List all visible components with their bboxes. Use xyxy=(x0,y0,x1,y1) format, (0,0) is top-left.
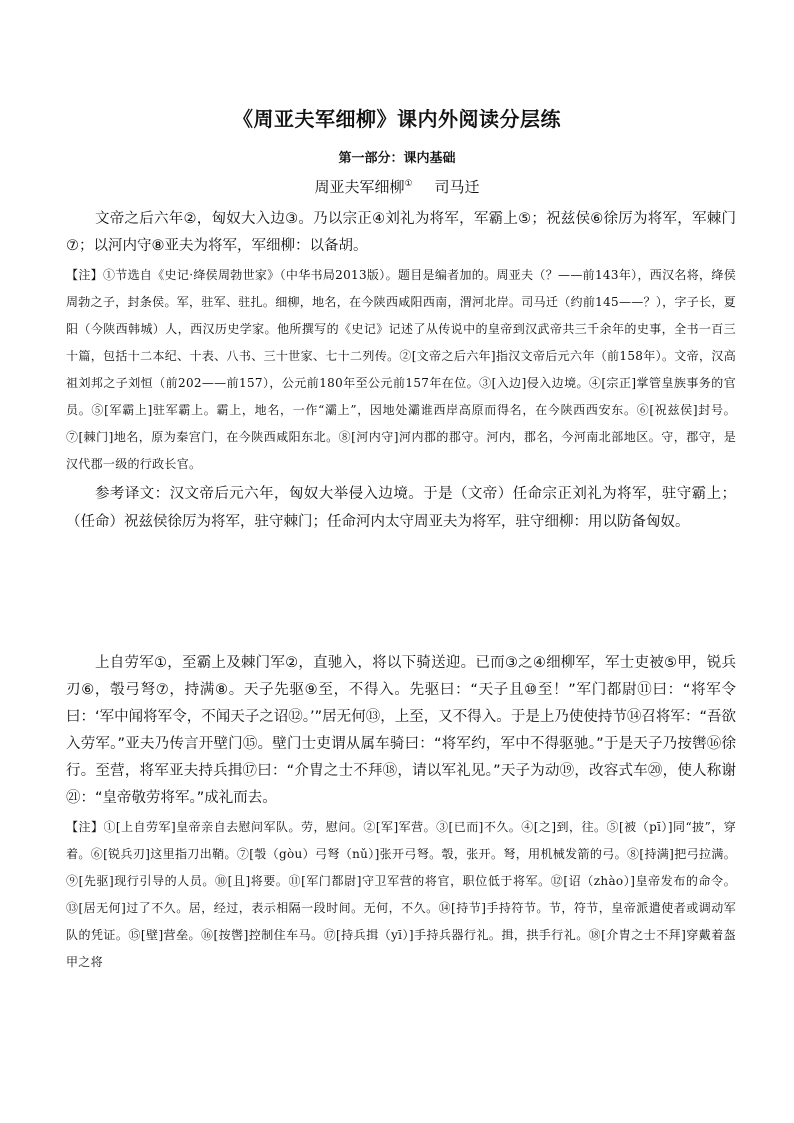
document-title: 《周亚夫军细柳》课内外阅读分层练 xyxy=(233,107,561,131)
section-one-notes: 【注】①节选自《史记·绛侯周勃世家》（中华书局2013版）。题目是编者加的。周亚夫（？——前143年），西汉名将，绛侯周勃之子，封条侯。军，驻军、驻扎。细柳，地名，在今陕西咸阳西南，渭河北岸。司马迁（约前145——？），字子长，夏阳（今陕西韩城）人，西汉历史学家。他所撰写的《史记》记述了从传说中的皇帝到汉武帝共三千余年的史事，全书一百三十篇，包括十二本纪、十表、八书、三十世家、七十二列传。②[文帝之后六年]指汉文帝后元六年（前158年）。文帝，汉高祖刘邦之子刘恒（前202——前157），公元前180年至公元前157年在位。③[入边]侵入边境。④[宗正]掌管皇族事务的官员。⑤[军霸上]驻军霸上。霸上，地名，一作“灞上”，因地处灞谁西岸高原而得名，在今陕西西安东。⑥[祝兹侯]封号。⑦[棘门]地名，原为秦宫门，在今陕西咸阳东北。⑧[河内守]河内郡的郡守。河内，郡名，今河南北部地区。守，郡守，是汉代郡一级的行政长官。 xyxy=(66,268,736,471)
part-heading: 第一部分：课内基础 xyxy=(338,151,456,166)
text-title-note-mark: ① xyxy=(404,179,413,189)
section-two-paragraph: 上自劳军①，至霸上及棘门军②，直驰入，将以下骑送迎。已而③之④细柳军，军士吏被⑤甲，锐兵刃⑥，彀弓弩⑦，持满⑧。天子先驱⑨至，不得入。先驱曰：“天子且⑩至！”军门都尉⑪曰：“将军令曰：‘军中闻将军令，不闻天子之诏⑫。’”居无何⑬，上至，又不得入。于是上乃使使持节⑭召将军：“吾欲入劳军。”亚夫乃传言开壁门⑮。壁门士吏谓从属车骑曰：“将军约，军中不得驱驰。”于是天子乃按辔⑯徐行。至营，将军亚夫持兵揖⑰曰：“介胄之士不拜⑱，请以军礼见。”天子为动⑲，改容式车⑳，使人称谢㉑：“皇帝敬劳将军。”成礼而去。 xyxy=(66,655,736,806)
section-one xyxy=(66,206,736,536)
section-one-translation: 参考译文：汉文帝后元六年，匈奴大举侵入边境。于是（文帝）任命宗正刘礼为将军，驻守霸上；（任命）祝兹侯徐厉为将军，驻守棘门；任命河内太守周亚夫为将军，驻守细柳：用以防备匈奴。 xyxy=(66,486,736,530)
author: 司马迁 xyxy=(434,178,480,196)
text-title: 周亚夫军细柳 xyxy=(314,178,405,196)
section-two xyxy=(66,650,736,976)
section-one-paragraph: 文帝之后六年②，匈奴大入边③。乃以宗正④刘礼为将军，军霸上⑤；祝兹侯⑥徐厉为将军，军棘门⑦；以河内守⑧亚夫为将军，军细柳：以备胡。 xyxy=(66,211,736,254)
section-two-notes: 【注】①[上自劳军]皇帝亲自去慰问军队。劳，慰问。②[军]军营。③[已而]不久。④[之]到，往。⑤[被（pī）]同“披”，穿着。⑥[锐兵刃]这里指刀出鞘。⑦[彀（gòu）弓弩（nǔ）]张开弓弩。彀，张开。弩，用机械发箭的弓。⑧[持满]把弓拉满。⑨[先驱]现行引导的人员。⑩[且]将要。⑪[军门都尉]守卫军营的将官，职位低于将军。⑫[诏（zhào）]皇帝发布的命令。⑬[居无何]过了不久。居，经过，表示相隔一段时间。无何，不久。⑭[持节]手持符节。节，符节，皇帝派遣使者或调动军队的凭证。⑮[壁]营垒。⑯[按辔]控制住车马。⑰[持兵揖（yī）]手持兵器行礼。揖，拱手行礼。⑱[介胄之士不拜]穿戴着盔甲之将 xyxy=(66,820,736,969)
text-heading xyxy=(0,176,794,197)
